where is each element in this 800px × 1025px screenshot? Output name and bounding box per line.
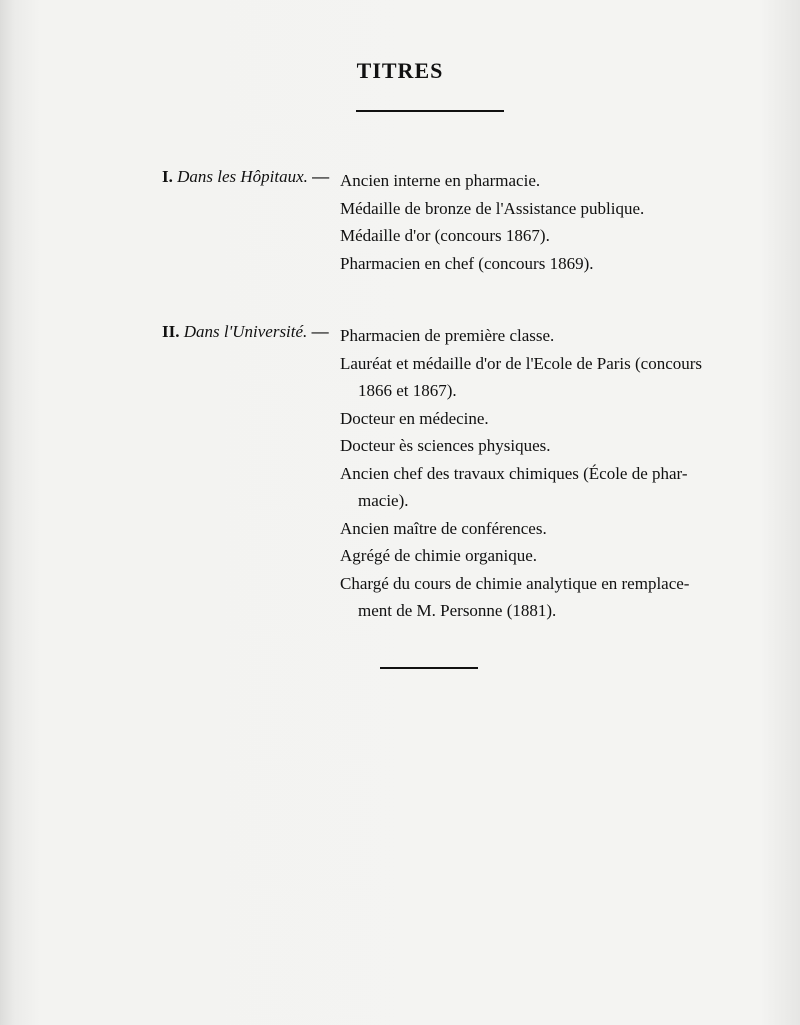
item-text: Ancien chef des travaux chimiques (École de phar- [340, 463, 688, 483]
section-place: Dans l'Université. [183, 322, 308, 341]
title-item [340, 250, 700, 278]
section-dash: — [312, 167, 330, 186]
item-text: Ancien maître de conférences. [340, 518, 547, 538]
item-text: Docteur en médecine. [340, 408, 489, 428]
section-items [340, 322, 703, 625]
title-item [340, 195, 700, 223]
page-title: TITRES [356, 58, 444, 83]
title-item [340, 222, 700, 250]
item-text: Chargé du cours de chimie analytique en remplace- [340, 573, 690, 593]
title-item [340, 432, 700, 460]
item-text: Médaille de bronze de l'Assistance publique. [340, 198, 645, 218]
item-text: Lauréat et médaille d'or de l'Ecole de Paris (concours [340, 353, 703, 373]
item-continuation: ment de M. Personne (1881). [358, 601, 557, 620]
item-text: Pharmacien en chef (concours 1869). [340, 253, 594, 273]
section-number: I. [162, 167, 173, 186]
section-items [340, 167, 700, 277]
section-dash: — [311, 322, 329, 341]
title-item [340, 542, 700, 570]
closing-rule [380, 667, 478, 669]
item-text: Ancien interne en pharmacie. [340, 171, 541, 190]
item-text: Agrégé de chimie organique. [340, 546, 538, 565]
section-heading [162, 167, 329, 187]
item-text: Docteur ès sciences physiques. [340, 436, 551, 455]
title-item [340, 405, 700, 433]
title-item [340, 460, 700, 515]
title-item [340, 350, 703, 405]
section-number: II. [162, 322, 180, 341]
title-rule [356, 110, 504, 112]
item-continuation: 1866 et 1867). [358, 381, 457, 400]
item-text: Médaille d'or (concours 1867). [340, 226, 550, 245]
item-text: Pharmacien de première classe. [340, 326, 555, 345]
title-item [340, 515, 700, 543]
title-item [340, 570, 700, 625]
section-place: Dans les Hôpitaux. [177, 167, 308, 186]
section-heading [162, 322, 329, 342]
item-continuation: macie). [358, 491, 409, 510]
title-item [340, 167, 700, 195]
title-item [340, 322, 700, 350]
